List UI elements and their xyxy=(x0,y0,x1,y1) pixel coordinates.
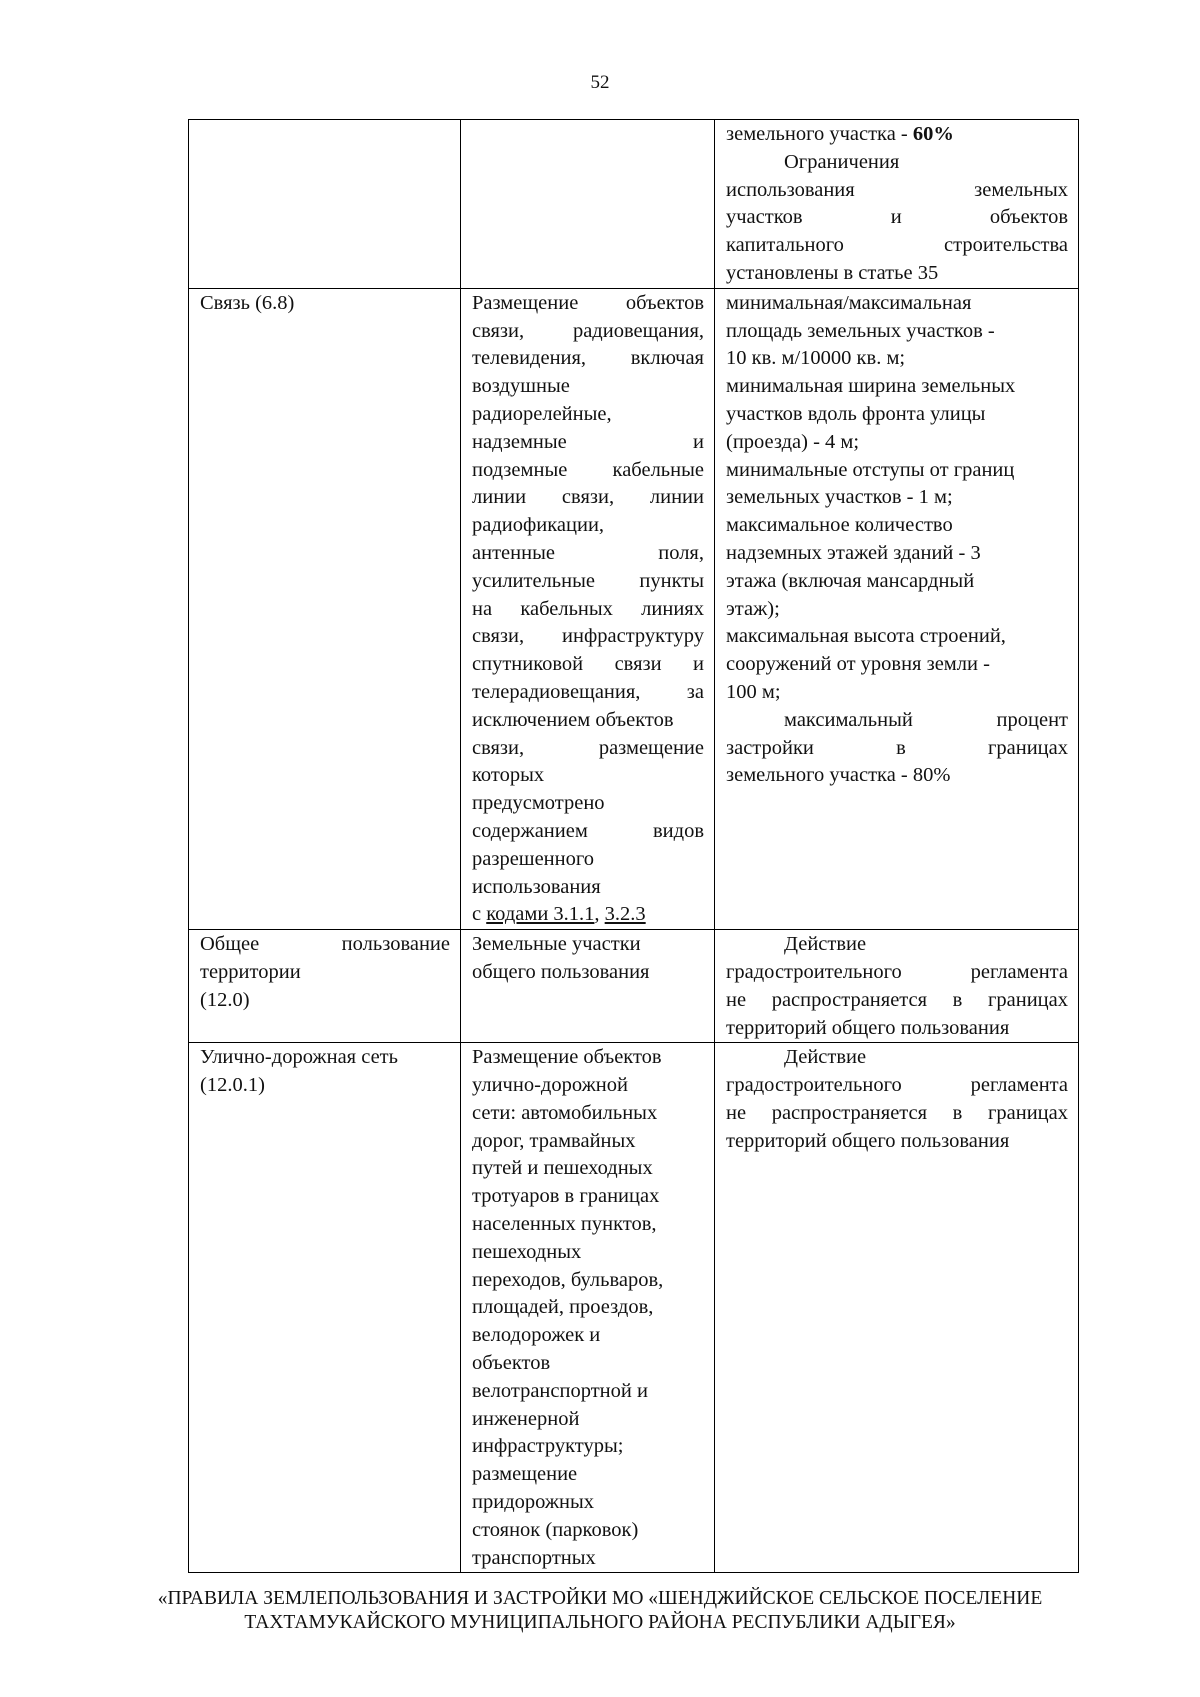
description-line: с кодами 3.1.1, 3.2.3 xyxy=(472,903,646,926)
description-line: инфраструктуры; xyxy=(472,1435,624,1458)
use-description-cell xyxy=(461,1043,715,1573)
description-line: радиофикации, xyxy=(472,514,605,537)
parameter-line: не распространяется в границах xyxy=(726,988,1068,1011)
description-line: исключением объектов xyxy=(472,708,674,731)
parameter-line: капитального строительства xyxy=(726,234,1068,257)
parameter-line: этажа (включая мансардный xyxy=(726,569,975,592)
use-name: Общее пользование xyxy=(200,933,450,956)
parameters-cell xyxy=(715,288,1079,929)
parameter-line: сооружений от уровня земли - xyxy=(726,653,990,676)
parameter-line: участков вдоль фронта улицы xyxy=(726,402,986,425)
use-name-cell xyxy=(189,1043,461,1573)
description-line: использования xyxy=(472,875,601,898)
description-line: инженерной xyxy=(472,1407,580,1430)
footer-line: «ПРАВИЛА ЗЕМЛЕПОЛЬЗОВАНИЯ И ЗАСТРОЙКИ МО «ШЕНДЖИЙСКОЕ СЕЛЬСКОЕ ПОСЕЛЕНИЕ xyxy=(157,1588,1043,1609)
parameters-cell xyxy=(715,120,1079,289)
description-line: транспортных xyxy=(472,1546,596,1569)
parameter-line: градостроительного регламента xyxy=(726,1074,1068,1097)
description-line: усилительные пункты xyxy=(472,569,704,592)
description-line: размещение xyxy=(472,1463,578,1486)
description-line: площадей, проездов, xyxy=(472,1296,654,1319)
description-line: на кабельных линиях xyxy=(472,597,704,620)
use-name: Улично-дорожная сеть xyxy=(200,1046,398,1069)
use-code: (12.0) xyxy=(200,988,250,1011)
use-code: (12.0.1) xyxy=(200,1074,265,1097)
use-name-cell xyxy=(189,120,461,289)
parameters-cell xyxy=(715,930,1079,1043)
description-line: переходов, бульваров, xyxy=(472,1268,664,1291)
page-number: 52 xyxy=(590,72,610,93)
description-line: предусмотрено xyxy=(472,792,605,815)
description-line: разрешенного xyxy=(472,847,595,870)
parameter-line: земельного участка - 80% xyxy=(726,764,951,787)
description-line: Земельные участки xyxy=(472,933,641,956)
parameter-line: использования земельных xyxy=(726,178,1068,201)
parameter-line: территорий общего пользования xyxy=(726,1129,1010,1152)
description-line: велодорожек и xyxy=(472,1324,601,1347)
regulations-table xyxy=(188,119,1079,1573)
table-row xyxy=(189,288,1079,929)
parameter-line: максимальное количество xyxy=(726,514,953,537)
description-line: путей и пешеходных xyxy=(472,1157,653,1180)
parameter-line: 100 м; xyxy=(726,680,781,703)
description-line: Размещение объектов xyxy=(472,291,704,314)
footer-line: ТАХТАМУКАЙСКОГО МУНИЦИПАЛЬНОГО РАЙОНА РЕСПУБЛИКИ АДЫГЕЯ» xyxy=(244,1612,956,1633)
description-line: надземные и xyxy=(472,430,704,453)
parameter-line: Действие xyxy=(784,1046,867,1069)
description-line: дорог, трамвайных xyxy=(472,1129,636,1152)
parameter-line: максимальная высота строений, xyxy=(726,625,1006,648)
description-line: общего пользования xyxy=(472,960,650,983)
description-line: Размещение объектов xyxy=(472,1046,662,1069)
description-line: тротуаров в границах xyxy=(472,1185,660,1208)
parameter-line: площадь земельных участков - xyxy=(726,319,995,342)
parameter-line: установлены в статье 35 xyxy=(726,261,939,284)
code-link[interactable]: 3.2.3 xyxy=(604,903,646,926)
parameter-line: этаж); xyxy=(726,597,780,620)
parameter-line: (проезда) - 4 м; xyxy=(726,430,860,453)
document-footer xyxy=(0,1587,1200,1635)
parameter-line: градостроительного регламента xyxy=(726,960,1068,983)
parameter-line: земельных участков - 1 м; xyxy=(726,486,953,509)
description-line: воздушные xyxy=(472,375,570,398)
parameter-line: минимальные отступы от границ xyxy=(726,458,1015,481)
parameter-line: минимальная/максимальная xyxy=(726,291,972,314)
description-line: населенных пунктов, xyxy=(472,1213,657,1236)
use-name-cell xyxy=(189,930,461,1043)
use-description-cell xyxy=(461,288,715,929)
description-line: придорожных xyxy=(472,1491,595,1514)
description-line: подземные кабельные xyxy=(472,458,704,481)
code-link[interactable]: кодами 3.1.1 xyxy=(486,903,595,926)
parameter-line: не распространяется в границах xyxy=(726,1101,1068,1124)
table-row xyxy=(189,930,1079,1043)
description-line: улично-дорожной xyxy=(472,1074,628,1097)
parameter-line: Действие xyxy=(784,933,867,956)
description-line: телерадиовещания, за xyxy=(472,680,704,703)
description-line: объектов xyxy=(472,1352,551,1375)
parameter-line: максимальный процент xyxy=(784,708,1068,731)
description-line: пешеходных xyxy=(472,1240,582,1263)
parameter-line: надземных этажей зданий - 3 xyxy=(726,541,981,564)
parameter-line: территорий общего пользования xyxy=(726,1016,1010,1039)
description-line: стоянок (парковок) xyxy=(472,1518,639,1541)
parameter-line: участков и объектов xyxy=(726,206,1068,229)
percent-value: 60% xyxy=(912,123,954,145)
description-line: телевидения, включая xyxy=(472,347,704,370)
parameter-line: Ограничения xyxy=(784,150,900,173)
description-line: связи, размещение xyxy=(472,736,704,759)
parameter-line: застройки в границах xyxy=(726,736,1068,759)
use-name: Связь (6.8) xyxy=(200,291,295,314)
use-name: территории xyxy=(200,960,301,983)
description-line: линии связи, линии xyxy=(472,486,704,509)
use-description-cell xyxy=(461,930,715,1043)
description-line: антенные поля, xyxy=(472,541,704,564)
description-line: связи, радиовещания, xyxy=(472,319,704,342)
description-line: которых xyxy=(472,764,545,787)
parameter-line: 10 кв. м/10000 кв. м; xyxy=(726,347,906,370)
description-line: спутниковой связи и xyxy=(472,653,704,676)
description-line: связи, инфраструктуру xyxy=(472,625,704,648)
use-name-cell xyxy=(189,288,461,929)
description-line: сети: автомобильных xyxy=(472,1101,658,1124)
use-description-cell xyxy=(461,120,715,289)
parameter-line: минимальная ширина земельных xyxy=(726,375,1016,398)
description-line: радиорелейные, xyxy=(472,402,612,425)
table-row xyxy=(189,1043,1079,1573)
parameter-line: земельного участка - 60% xyxy=(726,123,954,145)
table-row xyxy=(189,120,1079,289)
description-line: содержанием видов xyxy=(472,819,704,842)
description-line: велотранспортной и xyxy=(472,1379,648,1402)
parameters-cell xyxy=(715,1043,1079,1573)
